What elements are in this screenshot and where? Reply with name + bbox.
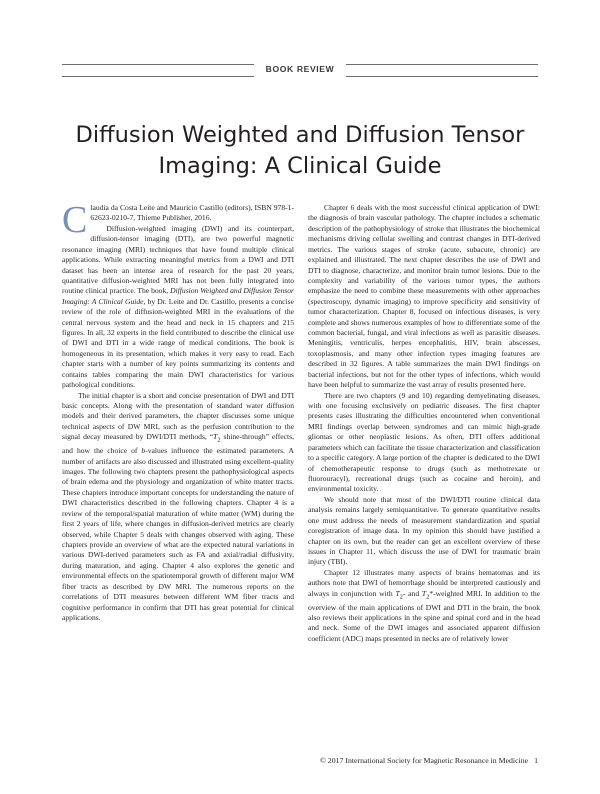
citation-text: laudia da Costa Leite and Mauricio Castillo (editors), ISBN 978-1-62623-0210-7, Thieme Publisher, 2016. [90, 203, 294, 223]
copyright-notice: © 2017 International Society for Magnetic Resonance in Medicine [319, 756, 529, 765]
hematoma-paragraph: Chapter 12 illustrates many aspects of brains hematomas and its authors note that DWI of hemorrhage should be interpreted cautiously and always in conjunction with $T_2-$ and $T_2*$-weighted MRI. In addition to the overview of the main applications of DWI and DTI in the brain, the book also reviews their applications in the spine and spinal cord and in the head and neck. Some of the DWI images and associated apparent diffusion coefficient (ADC) maps presented in necks are of relatively lower [308, 567, 540, 643]
vascular-paragraph: Chapter 6 deals with the most successful clinical application of DWI: the diagnosis of brain vascular pathology. The chapter includes a schematic description of the pathophysiology of stroke that illustrates the biochemical mechanisms driving cellular swelling and contrast changes in DTI-derived metrics. The various stages of stroke (acute, subacute, chronic) are explained and illustrated. The next chapter describes the use of DWI and DTI to diagnose, characterize, and monitor brain tumor lesions. Due to the complexity and variability of the various tumor types, the authors emphasize the need to combine these measurements with other approaches (spectroscopy, dynamic imaging) to improve specificity and sensitivity of tumor characterization. Chapter 8, focused on infectious diseases, is very complete and shows numerous examples of how to differentiate some of the common bacterial, fungal, and viral infections as well as parasitic diseases. Meningitis, ventriculis, herpes encephalitis, HIV, brain abscesses, toxoplasmosis, and many other infection types imaging features are described in 32 figures. A table summarizes the main DWI findings on bacterial infections, but not for the other types of infections, which would have been helpful to summarize the vast array of results presented here. [308, 203, 540, 390]
left-column [62, 199, 295, 623]
drop-cap: C [62, 199, 88, 241]
section-label: BOOK REVIEW [254, 59, 346, 79]
book-title-italic: Diffusion Weighted and Diffusion Tensor Imaging: A Clinical Guide [62, 286, 295, 306]
right-column [308, 203, 540, 644]
demyelinating-paragraph: There are two chapters (9 and 10) regarding demyelinating diseases, with one focusing exclusively on pediatric diseases. The first chapter presents cases illustrating the difficulties encountered when conventional MRI findings overlap between syndromes and can mimic high-grade gliomas or other neoplastic lesions. As often, DTI offers additional parameters which can facilitate the tissue characterization and classification to a specific category. A large portion of the chapter is dedicated to the DWI of chemotherapeutic response to drugs (such as methotrexate or fluorouracyl), recreational drugs (such as cocaine and heroin), and environmental toxicity. [308, 390, 540, 494]
quantitative-paragraph: We should note that most of the DWI/DTI routine clinical data analysis remains largely semiquantitative. To generate quantitative results one must address the needs of measurement standardization and spatial coregistration of image data. In my opinion this should have justified a chapter on its own, but the reader can get an excellent overview of these issues in Chapter 11, which discuss the use of DWI for traumatic brain injury (TBI). [308, 494, 540, 567]
chapters-overview-paragraph: The initial chapter is a short and concise presentation of DWI and DTI basic concepts. Along with the presentation of standard water diffusion models and their derived parameters, the chapter discusses some unique technical aspects of DW MRI, such as the perfusion contribution to the signal decay measured by DWI/DTI methods, “$T_2$ shine-through” effects, and how the choice of b-values influence the estimated parameters. A number of artifacts are also discussed and illustrated using excellent-quality images. The following two chapters present the pathophysiological aspects of brain edema and the physiology and organization of white matter tracts. These chapters introduce important concepts for understanding the nature of DWI characteristics described in the following chapters. Chapter 4 is a review of the temporal/spatial maturation of white matter (WM) during the first 2 years of life, where changes in diffusion-derived metrics are clearly observed, while Chapter 5 deals with changes observed with aging. These chapters provide an overview of what are the expected natural variations in various DWI-derived parameters such as FA and axial/radial diffusivity, during maturation, and aging. Chapter 4 also explores the genetic and environmental effects on the spatiotemporal growth of different major WM fiber tracts as described by DW MRI. The numerous reports on the correlations of DTI measures between different WM fiber tracts and cognitive performance in confirm that DTI has great potential for clinical applications. [62, 390, 294, 622]
citation-paragraph [62, 199, 294, 241]
intro-paragraph: Diffusion-weighted imaging (DWI) and its counterpart, diffusion-tensor imaging (DTI), are two powerful magnetic resonance imaging (MRI) techniques that have found multiple clinical applications. While extracting meaningful metrics from a DWI and DTI dataset has been an intense area of research for the past 20 years, quantitative diffusion-weighted MRI has not been fully integrated into routine clinical practice. The book, Diffusion Weighted and Diffusion Tensor Imaging: A Clinical Guide, by Dr. Leite and Dr. Castillo, presents a concise review of the role of diffusion-weighted MRI in the evaluations of the central nervous system and the head and neck in 15 chapters and 215 figures. In all, 32 experts in the field contributed to describe the clinical use of DWI and DTI in a wide range of medical conditions. The book is homogeneous in its presentation, which makes it very easy to read. Each chapter starts with a number of key points summarizing its contents and contains tables comparing the main DWI characteristics for various pathological conditions. [62, 223, 295, 390]
article-title: Diffusion Weighted and Diffusion Tensor Imaging: A Clinical Guide [75, 122, 525, 179]
page-footer [62, 756, 538, 765]
page-number: 1 [534, 756, 538, 765]
